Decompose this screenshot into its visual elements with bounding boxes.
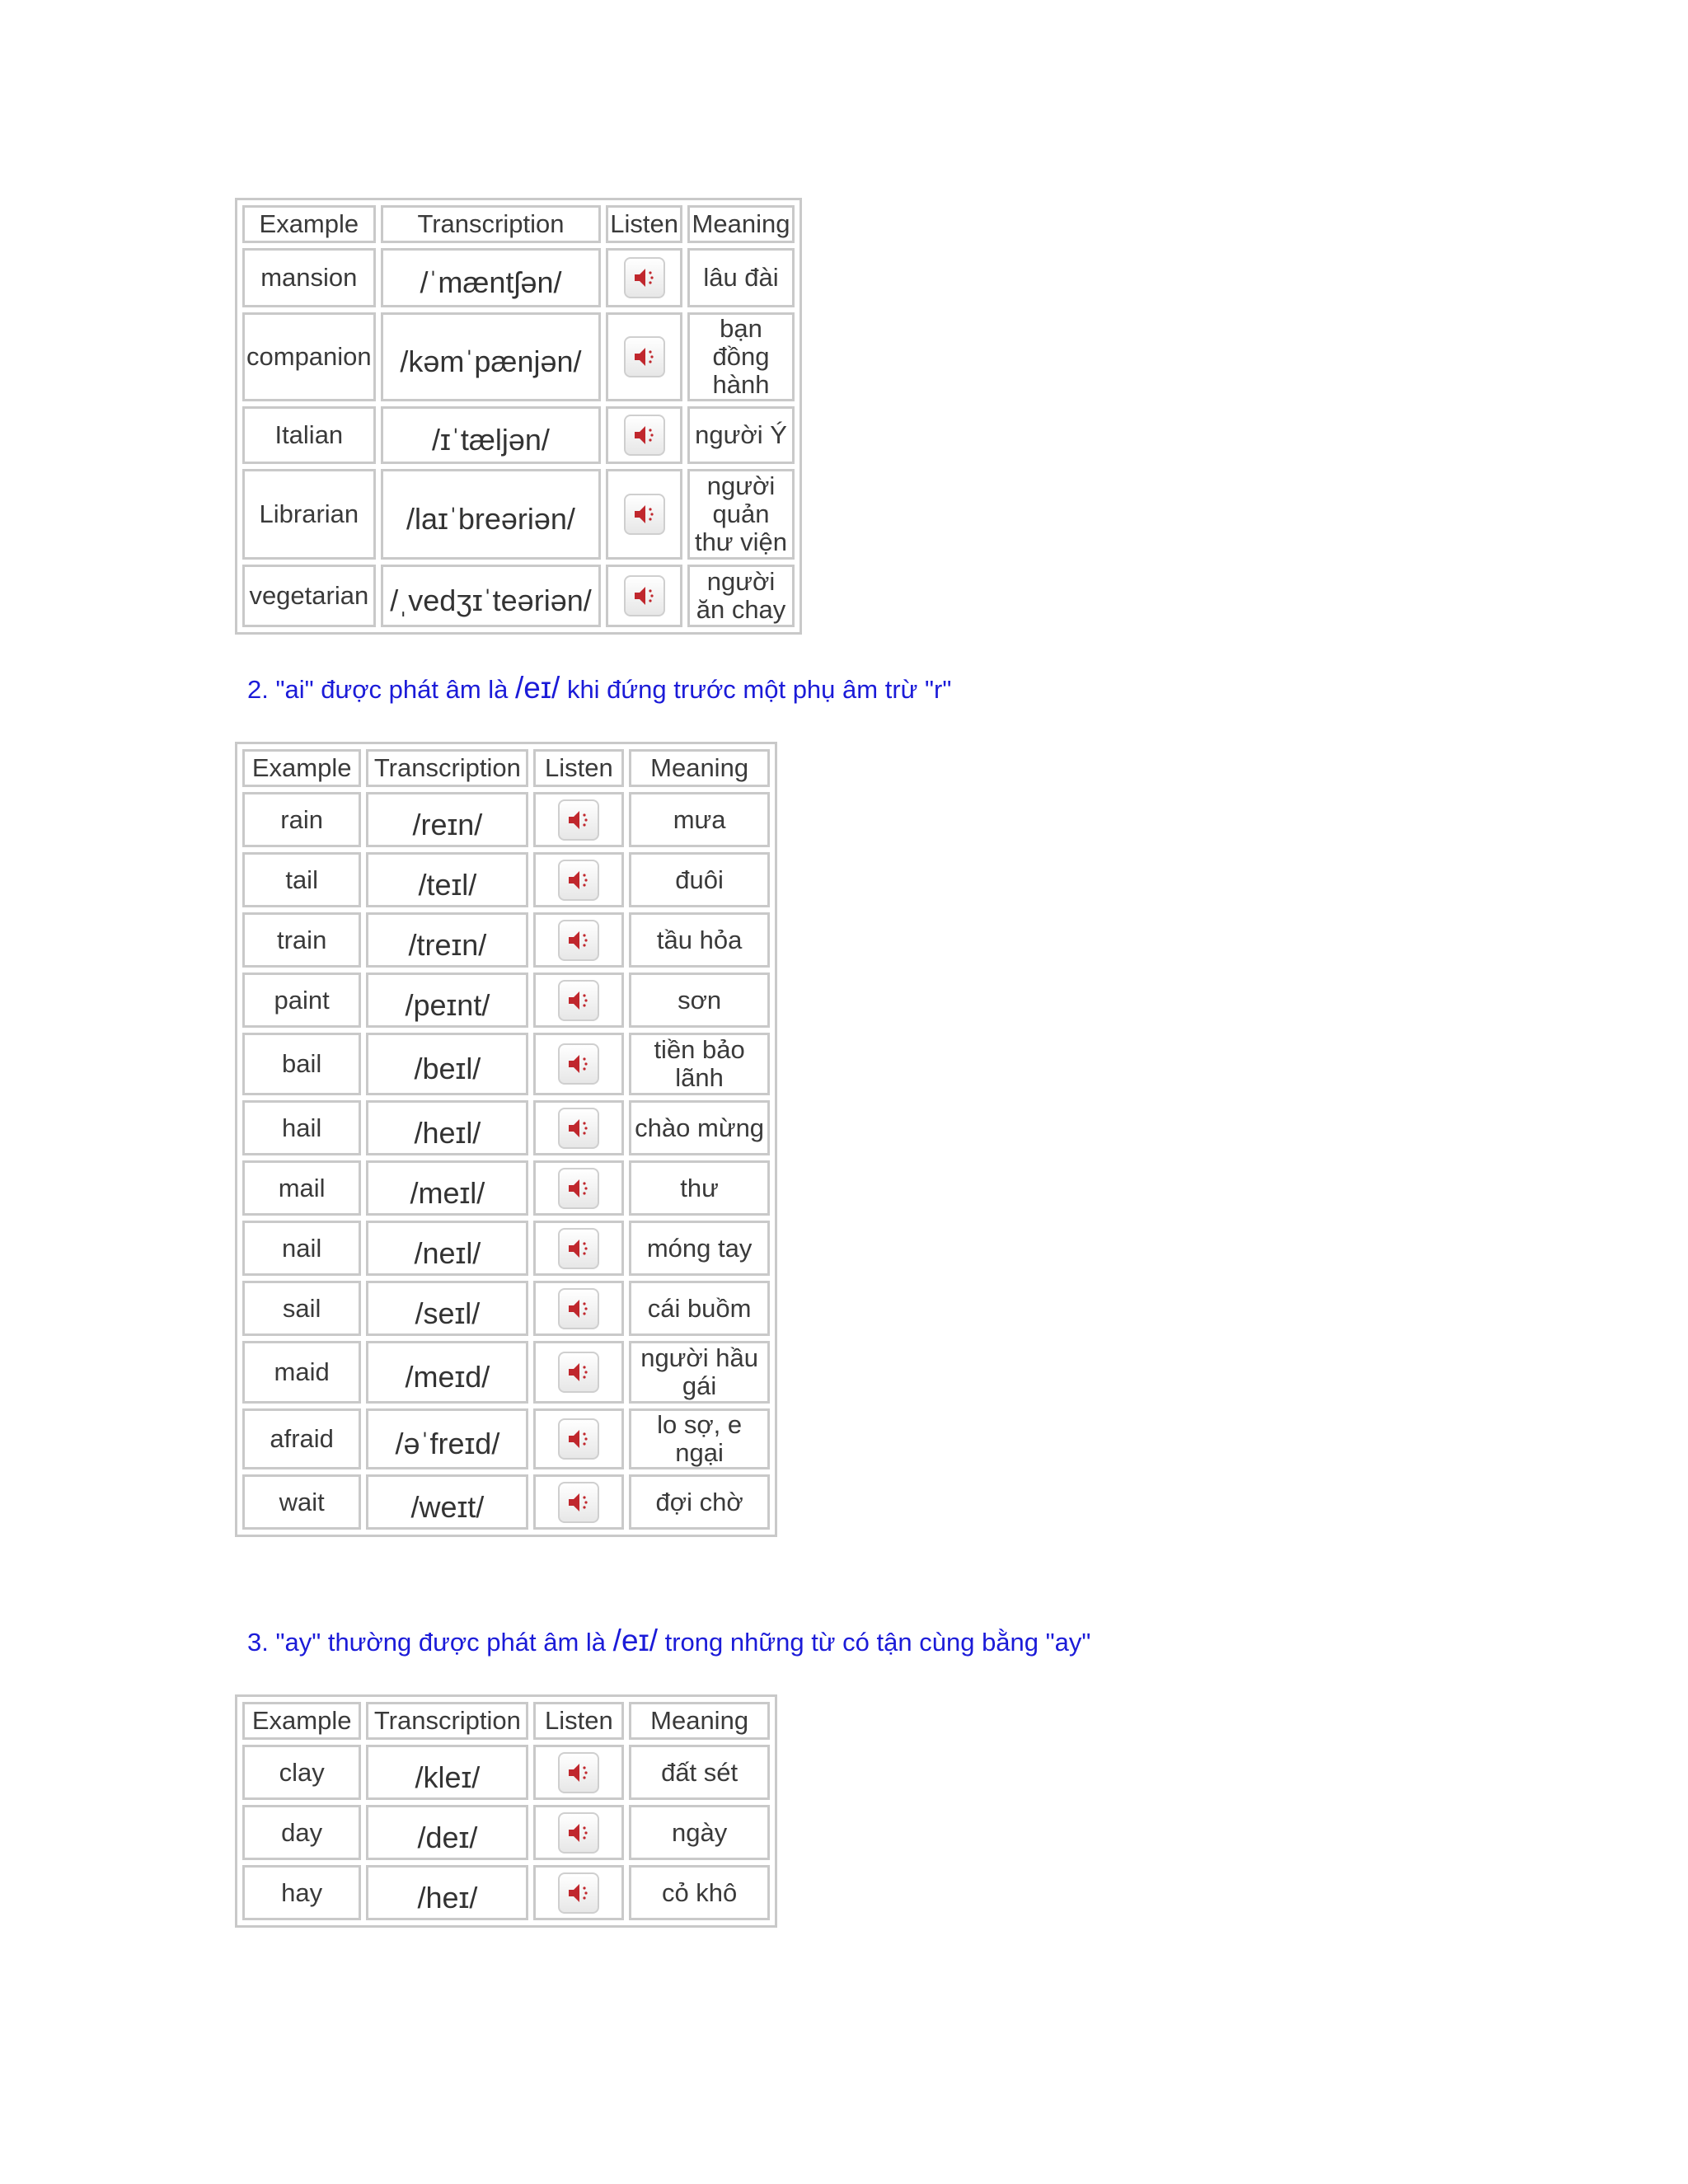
table-row [242, 1033, 770, 1095]
listen-cell [533, 912, 624, 968]
example-word: day [242, 1805, 361, 1860]
example-word: paint [242, 972, 361, 1028]
speaker-icon[interactable] [558, 1352, 599, 1393]
heading-text: trong những từ có tận cùng bằng "ay" [657, 1628, 1091, 1657]
speaker-icon[interactable] [558, 799, 599, 841]
listen-cell [606, 248, 682, 307]
speaker-icon[interactable] [624, 575, 665, 616]
transcription: /meɪd/ [366, 1341, 528, 1404]
header-example: Example [242, 749, 361, 787]
speaker-icon[interactable] [558, 1288, 599, 1329]
listen-cell [533, 1221, 624, 1276]
table-row [242, 792, 770, 847]
listen-cell [533, 1805, 624, 1860]
table-row [242, 312, 795, 401]
transcription: /treɪn/ [366, 912, 528, 968]
transcription: /deɪ/ [366, 1805, 528, 1860]
header-meaning: Meaning [629, 749, 770, 787]
example-word: nail [242, 1221, 361, 1276]
table-header-row [242, 749, 770, 787]
vocab-table-2 [235, 742, 777, 1537]
transcription: /ɪˈtæljən/ [381, 406, 602, 464]
table-row [242, 1474, 770, 1530]
header-transcription: Transcription [366, 1702, 528, 1740]
listen-cell [533, 972, 624, 1028]
meaning: cái buồm [629, 1281, 770, 1336]
table-row [242, 248, 795, 307]
header-meaning: Meaning [629, 1702, 770, 1740]
meaning: ngày [629, 1805, 770, 1860]
table-row [242, 1408, 770, 1469]
speaker-icon[interactable] [558, 1228, 599, 1269]
example-word: sail [242, 1281, 361, 1336]
transcription: /reɪn/ [366, 792, 528, 847]
example-word: companion [242, 312, 376, 401]
speaker-icon[interactable] [558, 1108, 599, 1149]
heading-ipa: /eɪ/ [612, 1624, 658, 1657]
example-word: vegetarian [242, 565, 376, 627]
speaker-icon[interactable] [558, 1482, 599, 1523]
transcription: /heɪ/ [366, 1865, 528, 1920]
vocab-table-1 [235, 198, 802, 635]
meaning: móng tay [629, 1221, 770, 1276]
table-row [242, 852, 770, 907]
speaker-icon[interactable] [558, 1418, 599, 1460]
listen-cell [533, 1745, 624, 1800]
example-word: hay [242, 1865, 361, 1920]
header-listen: Listen [533, 1702, 624, 1740]
meaning: tầu hỏa [629, 912, 770, 968]
transcription: /laɪˈbreəriən/ [381, 469, 602, 560]
speaker-icon[interactable] [558, 1872, 599, 1914]
speaker-icon[interactable] [558, 1752, 599, 1793]
table-row [242, 469, 795, 560]
transcription: /teɪl/ [366, 852, 528, 907]
meaning: người ăn chay [687, 565, 795, 627]
table-header-row [242, 1702, 770, 1740]
section-heading-2 [247, 671, 951, 705]
speaker-icon[interactable] [558, 920, 599, 961]
heading-text: 3. "ay" thường được phát âm là [247, 1628, 613, 1657]
transcription: /meɪl/ [366, 1160, 528, 1216]
listen-cell [533, 1865, 624, 1920]
meaning: chào mừng [629, 1100, 770, 1155]
speaker-icon[interactable] [624, 415, 665, 456]
listen-cell [533, 1100, 624, 1155]
example-word: clay [242, 1745, 361, 1800]
header-transcription: Transcription [366, 749, 528, 787]
table-row [242, 972, 770, 1028]
heading-text: khi đứng trước một phụ âm trừ "r" [560, 675, 952, 704]
transcription: /kəmˈpænjən/ [381, 312, 602, 401]
table-row [242, 1100, 770, 1155]
heading-text: 2. "ai" được phát âm là [247, 675, 516, 704]
speaker-icon[interactable] [558, 860, 599, 901]
example-word: afraid [242, 1408, 361, 1469]
header-example: Example [242, 205, 376, 243]
speaker-icon[interactable] [624, 494, 665, 535]
listen-cell [606, 406, 682, 464]
listen-cell [533, 1341, 624, 1404]
section-heading-3 [247, 1624, 1090, 1658]
table-row [242, 1221, 770, 1276]
example-word: bail [242, 1033, 361, 1095]
listen-cell [533, 1474, 624, 1530]
header-listen: Listen [533, 749, 624, 787]
table-row [242, 912, 770, 968]
table-row [242, 565, 795, 627]
table-row [242, 1745, 770, 1800]
meaning: đất sét [629, 1745, 770, 1800]
speaker-icon[interactable] [558, 1043, 599, 1085]
example-word: Italian [242, 406, 376, 464]
table-row [242, 406, 795, 464]
listen-cell [533, 1160, 624, 1216]
example-word: rain [242, 792, 361, 847]
transcription: /kleɪ/ [366, 1745, 528, 1800]
meaning: sơn [629, 972, 770, 1028]
table-row [242, 1341, 770, 1404]
vocab-table-3 [235, 1694, 777, 1928]
meaning: bạn đồng hành [687, 312, 795, 401]
example-word: maid [242, 1341, 361, 1404]
heading-ipa: /eɪ/ [515, 671, 560, 705]
transcription: /heɪl/ [366, 1100, 528, 1155]
listen-cell [606, 312, 682, 401]
listen-cell [533, 792, 624, 847]
transcription: /weɪt/ [366, 1474, 528, 1530]
header-transcription: Transcription [381, 205, 602, 243]
example-word: Librarian [242, 469, 376, 560]
transcription: /neɪl/ [366, 1221, 528, 1276]
speaker-icon[interactable] [624, 257, 665, 298]
transcription: /beɪl/ [366, 1033, 528, 1095]
example-word: train [242, 912, 361, 968]
meaning: người quản thư viện [687, 469, 795, 560]
speaker-icon[interactable] [624, 336, 665, 377]
table-row [242, 1865, 770, 1920]
transcription: /əˈfreɪd/ [366, 1408, 528, 1469]
example-word: mail [242, 1160, 361, 1216]
meaning: lo sợ, e ngại [629, 1408, 770, 1469]
header-listen: Listen [606, 205, 682, 243]
speaker-icon[interactable] [558, 1168, 599, 1209]
listen-cell [533, 1033, 624, 1095]
meaning: người hầu gái [629, 1341, 770, 1404]
table-row [242, 1281, 770, 1336]
meaning: mưa [629, 792, 770, 847]
meaning: thư [629, 1160, 770, 1216]
meaning: tiền bảo lãnh [629, 1033, 770, 1095]
listen-cell [533, 852, 624, 907]
transcription: /peɪnt/ [366, 972, 528, 1028]
meaning: người Ý [687, 406, 795, 464]
table-row [242, 1160, 770, 1216]
example-word: hail [242, 1100, 361, 1155]
example-word: tail [242, 852, 361, 907]
example-word: mansion [242, 248, 376, 307]
transcription: /ˈmæntʃən/ [381, 248, 602, 307]
table-row [242, 1805, 770, 1860]
listen-cell [533, 1281, 624, 1336]
transcription: /seɪl/ [366, 1281, 528, 1336]
transcription: /ˌvedʒɪˈteəriən/ [381, 565, 602, 627]
meaning: lâu đài [687, 248, 795, 307]
listen-cell [533, 1408, 624, 1469]
meaning: đợi chờ [629, 1474, 770, 1530]
listen-cell [606, 469, 682, 560]
meaning: đuôi [629, 852, 770, 907]
table-header-row [242, 205, 795, 243]
listen-cell [606, 565, 682, 627]
meaning: cỏ khô [629, 1865, 770, 1920]
header-meaning: Meaning [687, 205, 795, 243]
header-example: Example [242, 1702, 361, 1740]
example-word: wait [242, 1474, 361, 1530]
speaker-icon[interactable] [558, 980, 599, 1021]
speaker-icon[interactable] [558, 1812, 599, 1854]
